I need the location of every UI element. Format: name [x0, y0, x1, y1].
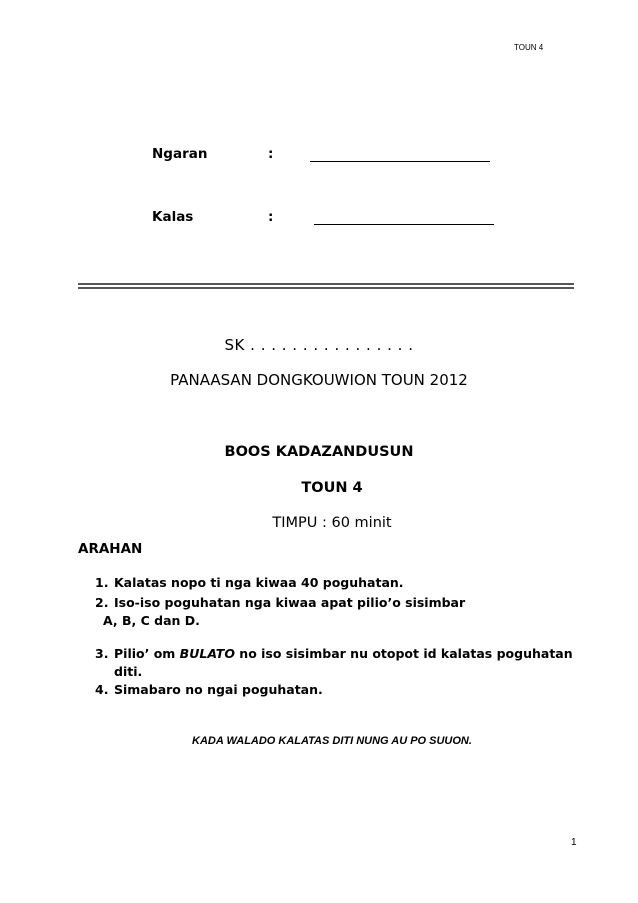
- instruction-item-1: [95, 574, 404, 592]
- instruction-item-3: [95, 645, 573, 663]
- instruction-number: 3.: [95, 646, 109, 661]
- name-field-label: Ngaran: [152, 146, 208, 162]
- instruction-emphasis: BULATO: [179, 646, 235, 661]
- time-allowed: TIMPU : 60 minit: [272, 515, 392, 531]
- school-name: SK . . . . . . . . . . . . . . . .: [224, 336, 414, 354]
- instruction-item-3-continuation: diti.: [114, 664, 143, 679]
- instruction-number: 4.: [95, 682, 109, 697]
- exam-title: PANAASAN DONGKOUWION TOUN 2012: [170, 371, 468, 389]
- class-field-colon: :: [268, 209, 274, 225]
- class-field-label: Kalas: [152, 209, 194, 225]
- name-field-line[interactable]: [310, 161, 490, 162]
- instruction-text: Kalatas nopo ti nga kiwaa 40 poguhatan.: [114, 575, 404, 590]
- class-field-line[interactable]: [314, 224, 494, 225]
- name-field-colon: :: [268, 146, 274, 162]
- divider-rule-bottom: [78, 287, 574, 289]
- divider-rule-top: [78, 283, 574, 285]
- level-title: TOUN 4: [301, 480, 363, 496]
- instruction-item-2-continuation: A, B, C dan D.: [103, 613, 200, 628]
- instruction-text-post: no iso sisimbar nu otopot id kalatas poguhatan: [234, 646, 573, 661]
- subject-title: BOOS KADAZANDUSUN: [224, 444, 414, 460]
- instruction-text: Iso-iso poguhatan nga kiwaa apat pilio’o sisimbar: [114, 595, 466, 610]
- instruction-number: 2.: [95, 595, 109, 610]
- instructions-heading: ARAHAN: [78, 541, 143, 557]
- instruction-text: Simabaro no ngai poguhatan.: [114, 682, 323, 697]
- page-number: 1: [571, 837, 577, 848]
- instruction-item-2: [95, 594, 465, 612]
- header-level-label: TOUN 4: [514, 43, 544, 52]
- instruction-item-4: [95, 681, 323, 699]
- warning-notice: KADA WALADO KALATAS DITI NUNG AU PO SUUON.: [192, 735, 472, 747]
- instruction-text-pre: Pilio’ om: [114, 646, 180, 661]
- instruction-number: 1.: [95, 575, 109, 590]
